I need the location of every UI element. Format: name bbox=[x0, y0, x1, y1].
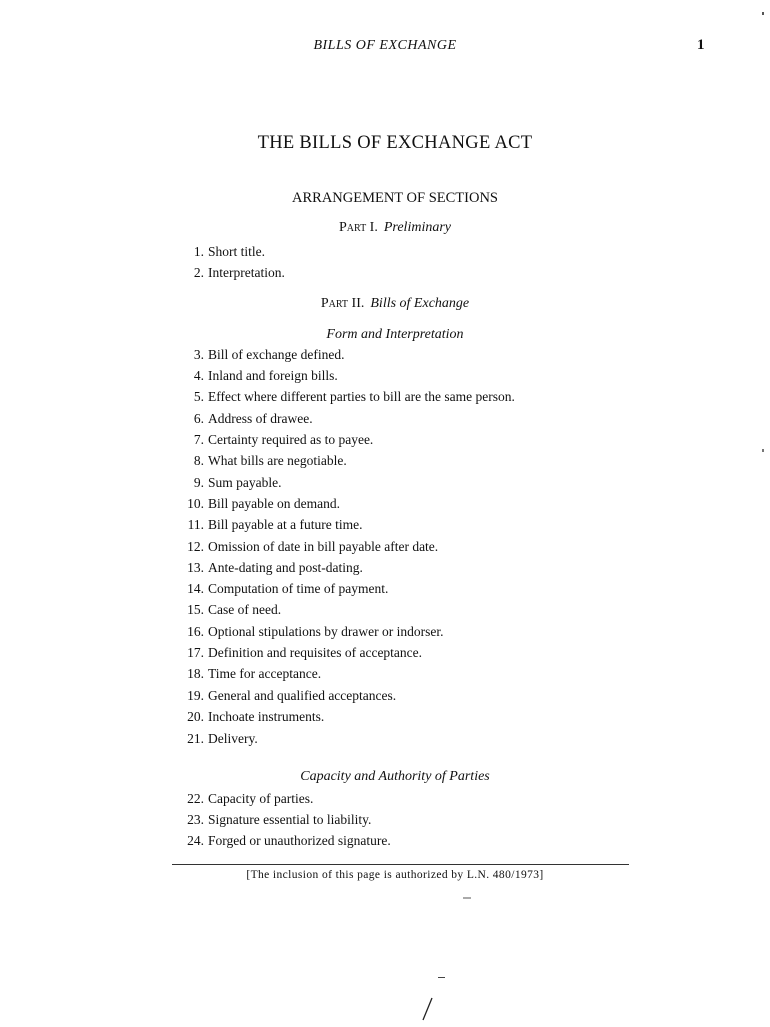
section-title: Omission of date in bill payable after date. bbox=[208, 539, 439, 554]
section-row bbox=[0, 581, 388, 597]
scan-speck bbox=[762, 449, 764, 452]
section-number: 5. bbox=[193, 389, 204, 404]
section-title: Delivery. bbox=[208, 731, 258, 746]
section-number: 1. bbox=[193, 244, 204, 259]
section-title: Capacity of parties. bbox=[208, 791, 314, 806]
section-row bbox=[0, 432, 373, 448]
section-row bbox=[0, 539, 438, 555]
arrangement-heading: ARRANGEMENT OF SECTIONS bbox=[292, 190, 498, 206]
section-row bbox=[0, 368, 338, 384]
pen-mark bbox=[418, 996, 438, 1027]
section-number: 15. bbox=[187, 602, 204, 617]
section-number: 13. bbox=[187, 560, 204, 575]
subheading-form: Form and Interpretation bbox=[326, 327, 464, 342]
section-row bbox=[0, 645, 422, 661]
section-title: Inchoate instruments. bbox=[208, 709, 325, 724]
section-title: Address of drawee. bbox=[208, 411, 313, 426]
section-row bbox=[0, 833, 391, 849]
running-head: BILLS OF EXCHANGE bbox=[313, 38, 457, 53]
section-number: 8. bbox=[193, 453, 204, 468]
section-row bbox=[0, 602, 281, 618]
footer-note: [The inclusion of this page is authorized by L.N. 480/1973] bbox=[246, 869, 544, 881]
section-number: 16. bbox=[187, 624, 204, 639]
section-title: General and qualified acceptances. bbox=[208, 688, 397, 703]
section-number: 23. bbox=[187, 812, 204, 827]
section-row bbox=[0, 453, 347, 469]
section-number: 20. bbox=[187, 709, 204, 724]
section-row bbox=[0, 496, 340, 512]
page-number: 1 bbox=[697, 37, 705, 53]
section-title: Short title. bbox=[208, 244, 265, 259]
section-title: Effect where different parties to bill are the same person. bbox=[208, 389, 515, 404]
section-number: 10. bbox=[187, 496, 204, 511]
part-1-name: Preliminary bbox=[383, 220, 451, 235]
scan-speck bbox=[762, 12, 764, 15]
section-number: 18. bbox=[187, 666, 204, 681]
scan-speck bbox=[463, 897, 471, 899]
section-title: Certainty required as to payee. bbox=[208, 432, 374, 447]
section-row bbox=[0, 389, 515, 405]
section-number: 14. bbox=[187, 581, 204, 596]
section-title: Time for acceptance. bbox=[208, 666, 322, 681]
section-row bbox=[0, 666, 321, 682]
section-title: Bill of exchange defined. bbox=[208, 347, 345, 362]
section-title: Definition and requisites of acceptance. bbox=[208, 645, 423, 660]
section-title: Sum payable. bbox=[208, 475, 282, 490]
section-title: Interpretation. bbox=[208, 265, 285, 280]
subheading-capacity: Capacity and Authority of Parties bbox=[300, 769, 490, 784]
section-title: Inland and foreign bills. bbox=[208, 368, 338, 383]
section-number: 17. bbox=[187, 645, 204, 660]
section-number: 19. bbox=[187, 688, 204, 703]
section-number: 4. bbox=[193, 368, 204, 383]
scan-speck bbox=[438, 977, 445, 978]
section-number: 22. bbox=[187, 791, 204, 806]
section-row bbox=[0, 791, 313, 807]
section-row bbox=[0, 731, 258, 747]
footer-rule bbox=[172, 864, 629, 865]
section-number: 21. bbox=[187, 731, 204, 746]
section-row bbox=[0, 244, 265, 260]
part-1-label: Part I. bbox=[339, 220, 378, 235]
section-title: Bill payable at a future time. bbox=[208, 517, 363, 532]
section-number: 7. bbox=[193, 432, 204, 447]
section-row bbox=[0, 812, 371, 828]
section-title: Case of need. bbox=[208, 602, 282, 617]
section-row bbox=[0, 265, 285, 281]
section-number: 2. bbox=[193, 265, 204, 280]
part-1-heading bbox=[0, 220, 770, 236]
section-row bbox=[0, 560, 363, 576]
part-2-label: Part II. bbox=[320, 296, 365, 311]
act-title: THE BILLS OF EXCHANGE ACT bbox=[257, 133, 533, 153]
section-title: Ante-dating and post-dating. bbox=[208, 560, 363, 575]
section-title: Optional stipulations by drawer or indorser. bbox=[208, 624, 444, 639]
section-number: 24. bbox=[187, 833, 204, 848]
section-title: Forged or unauthorized signature. bbox=[208, 833, 391, 848]
section-row bbox=[0, 624, 443, 640]
section-title: Computation of time of payment. bbox=[208, 581, 389, 596]
part-2-heading bbox=[0, 296, 770, 312]
section-title: Bill payable on demand. bbox=[208, 496, 340, 511]
section-title: What bills are negotiable. bbox=[208, 453, 347, 468]
section-title: Signature essential to liability. bbox=[208, 812, 372, 827]
section-number: 3. bbox=[193, 347, 204, 362]
section-row bbox=[0, 347, 344, 363]
section-row bbox=[0, 475, 282, 491]
section-number: 11. bbox=[187, 517, 204, 532]
section-number: 12. bbox=[187, 539, 204, 554]
part-2-name: Bills of Exchange bbox=[370, 296, 470, 311]
section-row bbox=[0, 517, 362, 533]
section-number: 6. bbox=[193, 411, 204, 426]
section-number: 9. bbox=[193, 475, 204, 490]
section-row bbox=[0, 411, 313, 427]
section-row bbox=[0, 688, 396, 704]
section-row bbox=[0, 709, 324, 725]
